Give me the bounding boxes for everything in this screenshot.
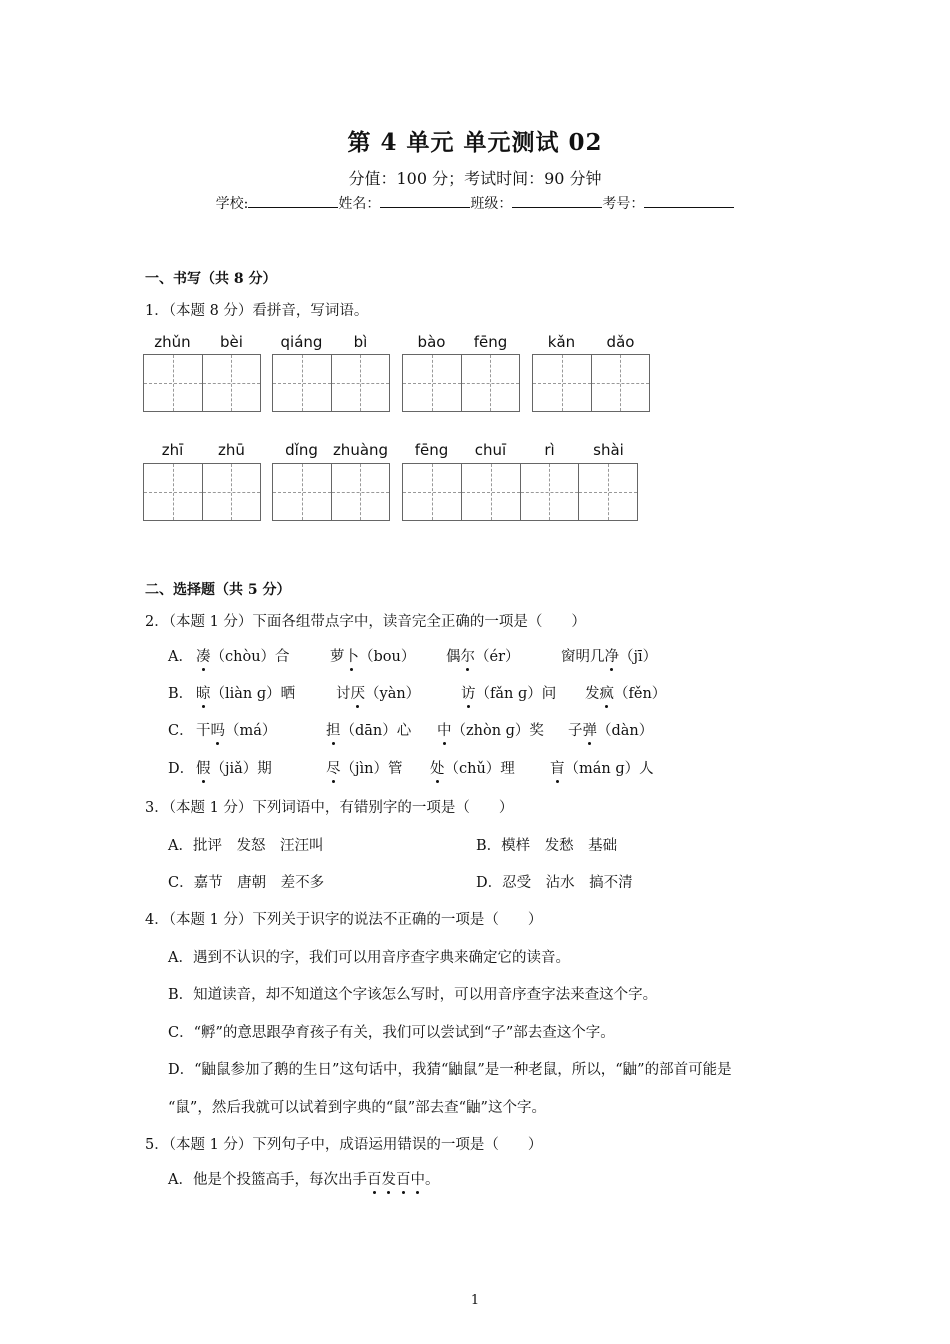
- student-info-line: [0, 193, 950, 213]
- pinyin: zhǔn: [154, 333, 191, 351]
- q2-a-word1: 凑（chòu）合: [196, 645, 290, 666]
- q2-c-word2: 担（dān）心: [326, 719, 411, 740]
- q2-b-word3: 访（fǎn ɡ）问: [461, 682, 556, 703]
- q2-a-word3: 偶尔（ér）: [446, 645, 520, 666]
- pinyin: fēng: [414, 441, 449, 459]
- q4-option-b[interactable]: B．知道读音，却不知道这个字该怎么写时，可以用音序查字法来查这个字。: [168, 987, 658, 1003]
- q3-option-b[interactable]: B．模样 发愁 基础: [476, 838, 618, 854]
- pinyin: chuī: [474, 441, 507, 459]
- question-4-stem: 4．（本题 1 分）下列关于识字的说法不正确的一项是（ ）: [145, 912, 543, 928]
- q4-option-d[interactable]: D．“鼬鼠参加了鹅的生日”这句话中，我猜“鼬鼠”是一种老鼠，所以，“鼬”的部首可能是: [168, 1062, 732, 1078]
- q3-option-d[interactable]: D．忍受 沾水 搞不清: [476, 875, 633, 891]
- q2-b-word4: 发疯（fěn）: [585, 682, 666, 703]
- name-label: 姓名：: [338, 196, 381, 212]
- pinyin: dǎo: [606, 333, 635, 351]
- page-number: 1: [470, 1293, 480, 1308]
- school-blank[interactable]: [248, 193, 338, 208]
- question-1-stem: 1．（本题 8 分）看拼音，写词语。: [145, 303, 369, 319]
- id-blank[interactable]: [644, 193, 734, 208]
- q3-option-a[interactable]: A．批评 发怒 汪汪叫: [168, 838, 324, 854]
- class-label: 班级：: [470, 196, 513, 212]
- pinyin: qiáng: [280, 333, 323, 351]
- q2-option-b[interactable]: B．: [168, 686, 194, 702]
- pinyin: shài: [593, 441, 624, 459]
- q4-option-a[interactable]: A．遇到不认识的字，我们可以用音序查字典来确定它的读音。: [168, 950, 570, 966]
- pinyin: dǐng: [285, 441, 318, 459]
- class-blank[interactable]: [512, 193, 602, 208]
- q2-d-word2: 尽（jìn）管: [326, 757, 402, 778]
- q2-d-word3: 处（chǔ）理: [430, 757, 515, 778]
- section-1-heading: 一、书写（共 8 分）: [145, 271, 277, 287]
- writing-grid[interactable]: [272, 463, 390, 521]
- writing-grid[interactable]: [532, 354, 650, 412]
- id-label: 考号：: [602, 196, 645, 212]
- writing-grid[interactable]: [402, 463, 638, 521]
- q2-d-word4: 盲（mán ɡ）人: [550, 757, 654, 778]
- question-3-stem: 3．（本题 1 分）下列词语中，有错别字的一项是（ ）: [145, 800, 514, 816]
- page-title: 第 4 单元 单元测试 02: [347, 129, 603, 156]
- exam-meta: 分值：100 分；考试时间：90 分钟: [348, 169, 602, 188]
- writing-grid[interactable]: [402, 354, 520, 412]
- writing-grid[interactable]: [143, 354, 261, 412]
- q2-c-word1: 干吗（má）: [196, 719, 276, 740]
- q2-option-a[interactable]: A．: [168, 649, 193, 665]
- pinyin: zhū: [218, 441, 245, 459]
- pinyin: bào: [417, 333, 446, 351]
- writing-grid[interactable]: [143, 463, 261, 521]
- name-blank[interactable]: [380, 193, 470, 208]
- section-2-heading: 二、选择题（共 5 分）: [145, 582, 291, 598]
- q5-option-a[interactable]: A．他是个投篮高手，每次出手百发百中。: [168, 1168, 439, 1189]
- school-label: 学校:: [215, 196, 249, 212]
- question-5-stem: 5．（本题 1 分）下列句子中，成语运用错误的一项是（ ）: [145, 1137, 543, 1153]
- pinyin: zhī: [161, 441, 184, 459]
- pinyin: bì: [353, 333, 368, 351]
- q2-a-word2: 萝卜（bou）: [330, 645, 415, 666]
- pinyin: bèi: [220, 333, 243, 351]
- q2-b-word2: 讨厌（yàn）: [336, 682, 420, 703]
- q2-a-word4: 窗明几净（jī）: [561, 645, 657, 666]
- q4-option-d-continued: “鼠”，然后我就可以试着到字典的“鼠”部去查“鼬”这个字。: [168, 1100, 546, 1116]
- pinyin: zhuàng: [332, 441, 389, 459]
- q2-d-word1: 假（jiǎ）期: [196, 757, 272, 778]
- q2-c-word4: 子弹（dàn）: [568, 719, 653, 740]
- pinyin: kǎn: [547, 333, 576, 351]
- question-2-stem: 2．（本题 1 分）下面各组带点字中，读音完全正确的一项是（ ）: [145, 614, 586, 630]
- q2-b-word1: 晾（liàn ɡ）晒: [196, 682, 295, 703]
- q3-option-c[interactable]: C．嘉节 唐朝 差不多: [168, 875, 325, 891]
- writing-grid[interactable]: [272, 354, 390, 412]
- q2-option-c[interactable]: C．: [168, 723, 194, 739]
- pinyin: rì: [544, 441, 555, 459]
- pinyin: fēng: [473, 333, 508, 351]
- q4-option-c[interactable]: C．“孵”的意思跟孕育孩子有关，我们可以尝试到“子”部去查这个字。: [168, 1025, 615, 1041]
- q2-option-d[interactable]: D．: [168, 761, 195, 777]
- q2-c-word3: 中（zhòn ɡ）奖: [437, 719, 544, 740]
